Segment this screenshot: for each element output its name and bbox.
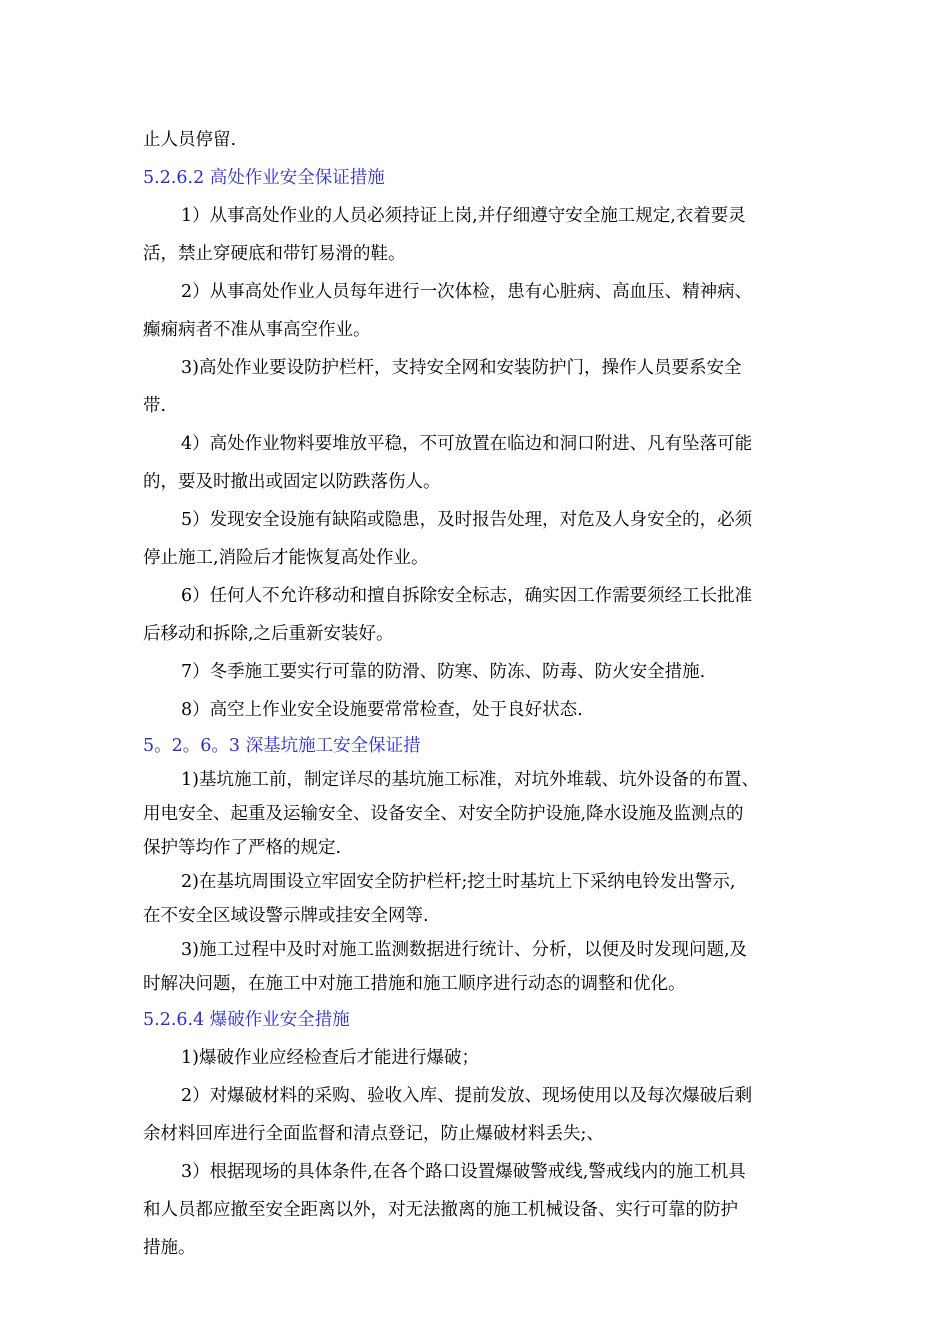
paragraph-line: 5）发现安全设施有缺陷或隐患，及时报告处理，对危及人身安全的，必须 <box>181 510 753 530</box>
paragraph-line: 余材料回库进行全面监督和清点登记，防止爆破材料丢失;、 <box>143 1124 604 1144</box>
section-heading: 5.2.6.4 爆破作业安全措施 <box>143 1010 350 1030</box>
paragraph-line: 3)施工过程中及时对施工监测数据进行统计、分析，以便及时发现问题,及 <box>181 940 748 960</box>
paragraph-line: 后移动和拆除,之后重新安装好。 <box>143 624 394 644</box>
paragraph-line: 和人员都应撤至安全距离以外，对无法撤离的施工机械设备、实行可靠的防护 <box>143 1200 738 1220</box>
paragraph-line: 时解决问题，在施工中对施工措施和施工顺序进行动态的调整和优化。 <box>143 974 686 994</box>
paragraph-line: 6）任何人不允许移动和擅自拆除安全标志，确实因工作需要须经工长批准 <box>181 586 753 606</box>
document-body <box>143 121 807 1267</box>
paragraph-line: 保护等均作了严格的规定. <box>143 838 342 858</box>
paragraph-line: 1)爆破作业应经检查后才能进行爆破； <box>181 1048 479 1068</box>
paragraph-line: 7）冬季施工要实行可靠的防滑、防寒、防冻、防毒、防火安全措施. <box>181 662 706 682</box>
paragraph-line: 2)在基坑周围设立牢固安全防护栏杆;挖土时基坑上下采纳电铃发出警示, <box>181 872 736 892</box>
paragraph-line: 4）高处作业物料要堆放平稳，不可放置在临边和洞口附进、凡有坠落可能 <box>181 434 753 454</box>
paragraph-line: 3）根据现场的具体条件,在各个路口设置爆破警戒线,警戒线内的施工机具 <box>181 1162 746 1182</box>
paragraph-line: 1)基坑施工前，制定详尽的基坑施工标准，对坑外堆载、坑外设备的布置、 <box>181 770 759 790</box>
paragraph-line: 3)高处作业要设防护栏杆，支持安全网和安装防护门，操作人员要系安全 <box>181 358 742 378</box>
paragraph-line: 的，要及时撤出或固定以防跌落伤人。 <box>143 472 441 492</box>
paragraph-line: 在不安全区域设警示牌或挂安全网等. <box>143 906 429 926</box>
paragraph-line: 停止施工,消险后才能恢复高处作业。 <box>143 548 429 568</box>
paragraph-line: 带. <box>143 396 167 416</box>
section-heading: 5。2。6。3 深基坑施工安全保证措 <box>143 736 421 756</box>
paragraph-line: 2）对爆破材料的采购、验收入库、提前发放、现场使用以及每次爆破后剩 <box>181 1086 753 1106</box>
paragraph-line: 止人员停留. <box>143 130 237 150</box>
paragraph-line: 活，禁止穿硬底和带钉易滑的鞋。 <box>143 244 406 264</box>
paragraph-line: 措施。 <box>143 1238 196 1258</box>
paragraph-line: 1）从事高处作业的人员必须持证上岗,并仔细遵守安全施工规定,衣着要灵 <box>181 206 746 226</box>
paragraph-line: 用电安全、起重及运输安全、设备安全、对安全防护设施,降水设施及监测点的 <box>143 804 744 824</box>
paragraph-line: 癫痫病者不准从事高空作业。 <box>143 320 371 340</box>
paragraph-line: 2）从事高处作业人员每年进行一次体检，患有心脏病、高血压、精神病、 <box>181 282 753 302</box>
paragraph-line: 8）高空上作业安全设施要常常检查，处于良好状态. <box>181 700 583 720</box>
section-heading: 5.2.6.2 高处作业安全保证措施 <box>143 168 385 188</box>
